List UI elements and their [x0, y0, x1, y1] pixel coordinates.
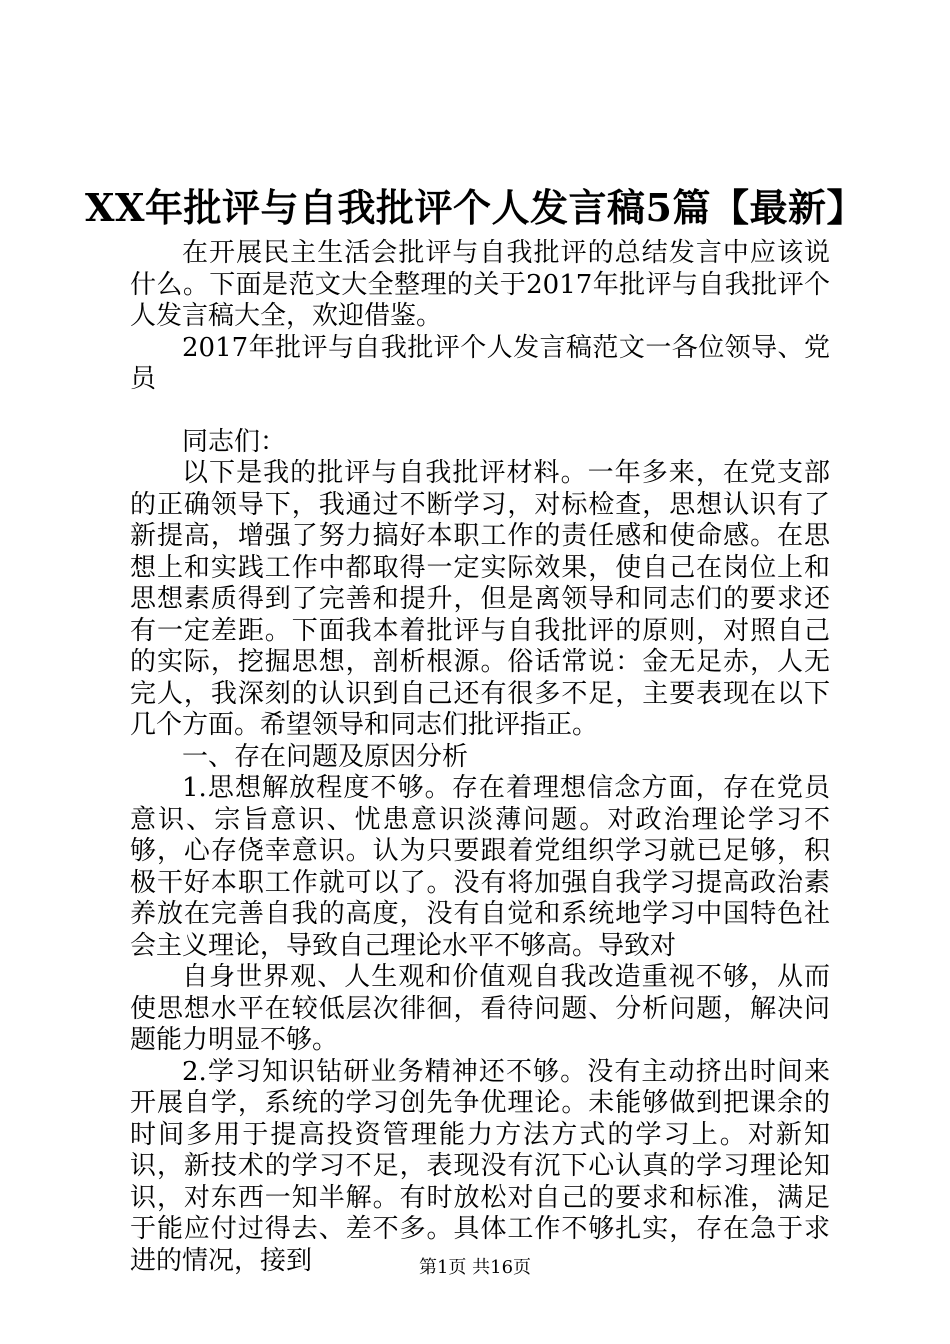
- paragraph-point-1: 1.思想解放程度不够。存在着理想信念方面，存在党员意识、宗旨意识、忧患意识淡薄问题。对政治理论学习不够，心存侥幸意识。认为只要跟着党组织学习就已足够，积极干好本职工作就可以了。没有将加强自我学习提高政治素养放在完善自我的高度，没有自觉和系统地学习中国特色社会主义理论，导致自己理论水平不够高。导致对: [130, 773, 830, 961]
- paragraph-point-2: 2.学习知识钻研业务精神还不够。没有主动挤出时间来开展自学，系统的学习创先争优理论。未能够做到把课余的时间多用于提高投资管理能力方法方式的学习上。对新知识，新技术的学习不足，表现没有沉下心认真的学习理论知识，对东西一知半解。有时放松对自己的要求和标准，满足于能应付过得去、差不多。具体工作不够扎实，存在急于求进的情况，接到: [130, 1056, 830, 1276]
- paragraph-opening: 以下是我的批评与自我批评材料。一年多来，在党支部的正确领导下，我通过不断学习，对标检查，思想认识有了新提高，增强了努力搞好本职工作的责任感和使命感。在思想上和实践工作中都取得一定实际效果，使自己在岗位上和思想素质得到了完善和提升，但是离领导和同志们的要求还有一定差距。下面我本着批评与自我批评的原则，对照自己的实际，挖掘思想，剖析根源。俗话常说：金无足赤，人无完人，我深刻的认识到自己还有很多不足，主要表现在以下几个方面。希望领导和同志们批评指正。: [130, 458, 830, 740]
- paragraph-heading-sample: 2017年批评与自我批评个人发言稿范文一各位领导、党员: [130, 332, 830, 394]
- paragraph-intro: 在开展民主生活会批评与自我批评的总结发言中应该说什么。下面是范文大全整理的关于2017年批评与自我批评个人发言稿大全，欢迎借鉴。: [130, 238, 830, 331]
- document-body: [130, 238, 830, 1277]
- paragraph-point-1-continued: 自身世界观、人生观和价值观自我改造重视不够，从而使思想水平在较低层次徘徊，看待问题、分析问题，解决问题能力明显不够。: [130, 962, 830, 1055]
- paragraph-section-heading: 一、存在问题及原因分析: [182, 741, 469, 772]
- paragraph-salutation: 同志们：: [182, 426, 287, 457]
- page-number-footer: 第1页 共16页: [418, 1257, 532, 1278]
- document-title: XX年批评与自我批评个人发言稿5篇【最新】: [85, 185, 865, 230]
